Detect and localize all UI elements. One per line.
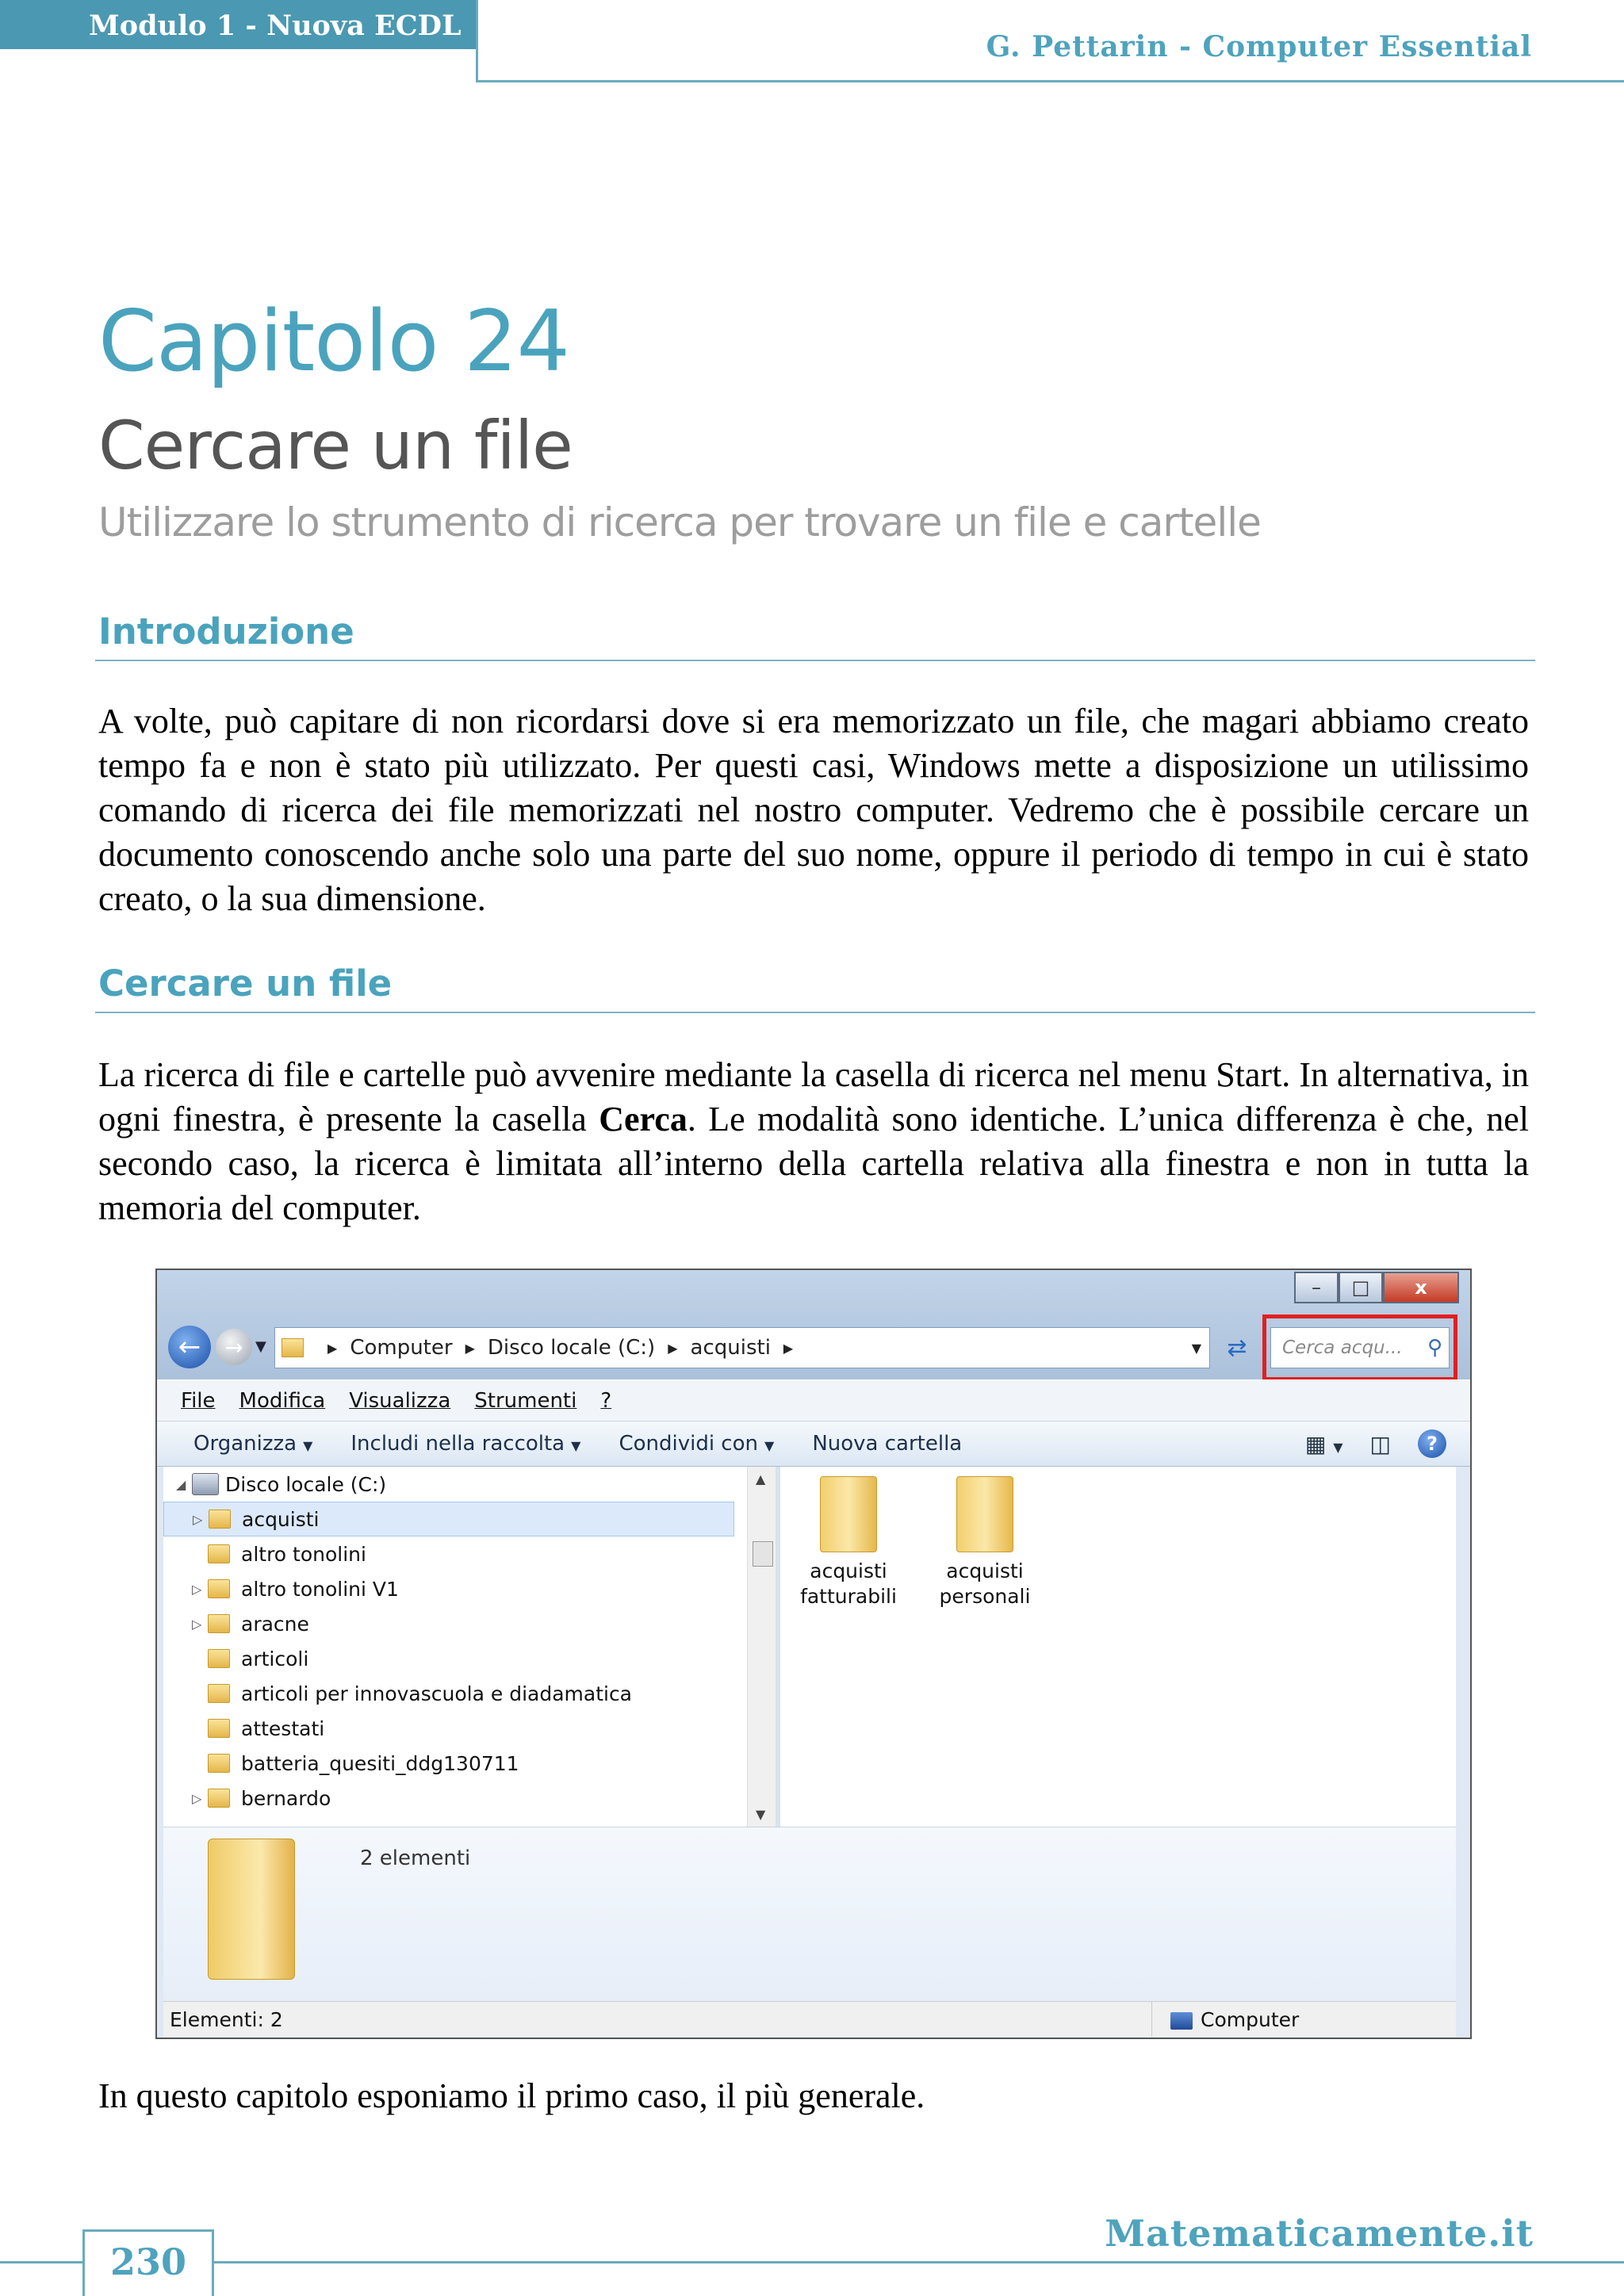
header-divider-horizontal xyxy=(476,80,1624,82)
view-controls xyxy=(1305,1422,1446,1466)
tree-item-articoli[interactable] xyxy=(163,1641,734,1676)
status-location xyxy=(1170,2008,1299,2031)
folder-icon xyxy=(282,1338,304,1357)
folder-item-label xyxy=(769,1559,928,1609)
folder-icon xyxy=(208,1789,230,1808)
footer-divider xyxy=(0,2261,1624,2263)
menu-bar xyxy=(157,1380,1470,1422)
menu-file[interactable]: File xyxy=(181,1389,216,1413)
computer-icon xyxy=(1170,2012,1193,2030)
chevron-down-icon[interactable]: ▼ xyxy=(1191,1340,1201,1356)
search-paragraph-text-2: . Le modalità sono identiche. L’unica differenza è che, nel secondo caso, la ricerca è limitata all’interno della cartella relativa alla finestra e non in tutta la memoria del computer. xyxy=(98,1100,1529,1227)
navigation-tree xyxy=(163,1467,747,1827)
folder-icon xyxy=(209,1510,231,1529)
condividi-button[interactable] xyxy=(619,1432,774,1456)
tree-item-attestati[interactable] xyxy=(163,1711,734,1746)
scroll-down-icon[interactable]: ▼ xyxy=(756,1807,766,1822)
header-author-title: G. Pettarin - Computer Essential xyxy=(986,30,1532,63)
search-highlight-box xyxy=(1262,1314,1457,1381)
drive-icon xyxy=(192,1473,219,1495)
expand-icon[interactable]: ▷ xyxy=(193,1511,203,1527)
folder-icon xyxy=(208,1839,295,1980)
maximize-button[interactable]: □ xyxy=(1339,1272,1383,1303)
tree-scrollbar[interactable] xyxy=(747,1467,776,1827)
tree-item-acquisti[interactable] xyxy=(163,1502,734,1536)
back-button[interactable] xyxy=(168,1326,211,1368)
tree-item-aracne[interactable] xyxy=(163,1606,734,1641)
expand-icon[interactable]: ▷ xyxy=(192,1581,202,1597)
menu-modifica[interactable]: Modifica xyxy=(239,1389,326,1413)
item-count: 2 elementi xyxy=(360,1846,471,1870)
tree-item-bernardo[interactable] xyxy=(163,1781,734,1816)
status-location-label: Computer xyxy=(1201,2008,1300,2031)
address-bar[interactable] xyxy=(274,1327,1210,1368)
details-pane xyxy=(163,1827,1456,2002)
status-divider xyxy=(1151,2002,1152,2037)
search-paragraph xyxy=(98,1053,1529,1230)
chapter-title: Cercare un file xyxy=(98,407,573,484)
header-module-tab: Modulo 1 - Nuova ECDL xyxy=(0,0,477,49)
forward-button[interactable] xyxy=(216,1329,252,1365)
closing-paragraph: In questo capitolo esponiamo il primo caso, il più generale. xyxy=(98,2076,925,2115)
organizza-button[interactable] xyxy=(193,1432,312,1456)
chevron-right-icon: ▶ xyxy=(668,1340,678,1356)
search-paragraph-bold: Cerca xyxy=(599,1100,688,1138)
menu-strumenti[interactable]: Strumenti xyxy=(474,1389,577,1413)
section-rule xyxy=(95,1012,1535,1013)
folder-item-label-line1: acquisti xyxy=(810,1559,887,1582)
footer-site: Matematicamente.it xyxy=(1105,2212,1534,2255)
content-pane xyxy=(780,1467,1456,1827)
folder-item-label-line2: personali xyxy=(939,1585,1031,1608)
recent-pages-dropdown[interactable]: ▼ xyxy=(255,1338,266,1355)
page-number: 230 xyxy=(109,2241,187,2283)
folder-icon xyxy=(208,1719,230,1738)
section-rule xyxy=(95,660,1535,661)
chevron-down-icon: ▼ xyxy=(303,1438,313,1453)
includi-raccolta-label: Includi nella raccolta xyxy=(350,1432,565,1456)
explorer-screenshot xyxy=(155,1269,1472,2039)
collapse-icon[interactable]: ◢ xyxy=(176,1476,186,1492)
folder-item-label xyxy=(906,1559,1064,1609)
change-view-icon[interactable]: ▦ ▼ xyxy=(1304,1430,1343,1457)
header-divider-vertical xyxy=(476,0,478,82)
folder-icon xyxy=(208,1649,230,1668)
tree-item-label: altro tonolini V1 xyxy=(241,1577,399,1601)
folder-icon xyxy=(208,1754,230,1773)
minimize-button[interactable]: – xyxy=(1294,1272,1339,1303)
tree-item-disco-locale[interactable] xyxy=(163,1467,734,1502)
chevron-down-icon: ▼ xyxy=(571,1438,581,1453)
help-icon[interactable]: ? xyxy=(1418,1429,1446,1458)
scroll-up-icon[interactable]: ▲ xyxy=(756,1471,766,1487)
breadcrumb-disco-locale[interactable]: Disco locale (C:) xyxy=(487,1336,656,1360)
command-bar xyxy=(157,1421,1470,1467)
intro-paragraph: A volte, può capitare di non ricordarsi dove si era memorizzato un file, che magari abbiamo creato tempo fa e non è stato più utilizzato. Per questi casi, Windows mette a disposizione un utilissimo comando di ricerca dei file memorizzati nel nostro computer. Vedremo che è possibile cercare un documento conoscendo anche solo una parte del suo nome, oppure il periodo di tempo in cui è stato creato, o la sua dimensione. xyxy=(98,702,1529,918)
section-heading-cercare: Cercare un file xyxy=(98,962,393,1004)
organizza-label: Organizza xyxy=(193,1432,297,1456)
menu-visualizza[interactable]: Visualizza xyxy=(349,1389,451,1413)
tree-item-altro-tonolini[interactable] xyxy=(163,1536,734,1571)
folder-icon xyxy=(208,1614,230,1633)
tree-item-label: aracne xyxy=(241,1612,309,1636)
chapter-number: Capitolo 24 xyxy=(98,293,569,390)
tree-item-label: batteria_quesiti_ddg130711 xyxy=(241,1751,519,1775)
search-icon: ⚲ xyxy=(1427,1336,1442,1360)
expand-icon[interactable]: ▷ xyxy=(192,1790,202,1806)
folder-item-label-line2: fatturabili xyxy=(800,1585,897,1608)
status-bar xyxy=(163,2001,1456,2037)
tree-item-articoli-innovascuola[interactable] xyxy=(163,1676,734,1711)
tree-item-altro-tonolini-v1[interactable] xyxy=(163,1571,734,1606)
breadcrumb-computer[interactable]: Computer xyxy=(350,1336,453,1360)
window-controls xyxy=(1294,1272,1459,1303)
condividi-label: Condividi con xyxy=(619,1432,758,1456)
folder-item-label-line1: acquisti xyxy=(946,1559,1024,1582)
tree-item-label: altro tonolini xyxy=(241,1542,366,1566)
chevron-right-icon: ▶ xyxy=(327,1340,338,1356)
tree-item-label: acquisti xyxy=(242,1507,320,1531)
menu-help[interactable]: ? xyxy=(600,1389,612,1413)
folder-icon xyxy=(820,1476,877,1552)
folder-icon xyxy=(208,1544,230,1563)
folder-icon xyxy=(956,1476,1013,1552)
section-heading-introduzione: Introduzione xyxy=(98,610,354,652)
chevron-right-icon: ▶ xyxy=(783,1340,794,1356)
tree-item-label: bernardo xyxy=(241,1786,331,1810)
tree-item-batteria-quesiti[interactable] xyxy=(163,1746,734,1781)
tree-item-label: articoli per innovascuola e diadamatica xyxy=(241,1682,633,1705)
arrow-left-icon: ← xyxy=(178,1331,201,1363)
status-items: Elementi: 2 xyxy=(170,2008,283,2031)
nuova-cartella-button[interactable]: Nuova cartella xyxy=(812,1432,963,1456)
breadcrumb-acquisti[interactable]: acquisti xyxy=(690,1336,771,1360)
folder-icon xyxy=(208,1579,230,1598)
search-paragraph-text-1: La ricerca di file e cartelle può avvenire mediante la casella di ricerca nel menu Start. In alternativa, in ogni finestra, è presente la casella xyxy=(98,1055,1529,1138)
arrow-right-icon: → xyxy=(224,1334,243,1360)
folder-icon xyxy=(208,1684,230,1703)
chevron-right-icon: ▶ xyxy=(465,1340,475,1356)
tree-item-label: articoli xyxy=(241,1647,309,1670)
expand-icon[interactable]: ▷ xyxy=(192,1616,202,1632)
search-placeholder: Cerca acqu... xyxy=(1282,1337,1403,1358)
includi-raccolta-button[interactable] xyxy=(350,1432,580,1456)
tree-item-label: Disco locale (C:) xyxy=(225,1472,387,1496)
chevron-down-icon: ▼ xyxy=(764,1438,775,1453)
preview-pane-icon[interactable]: ◫ xyxy=(1369,1430,1391,1457)
close-button[interactable]: x xyxy=(1383,1272,1459,1303)
refresh-icon: ⇄ xyxy=(1227,1334,1247,1362)
refresh-button[interactable] xyxy=(1220,1327,1254,1368)
tree-item-label: attestati xyxy=(241,1716,325,1740)
chapter-subtitle: Utilizzare lo strumento di ricerca per trovare un file e cartelle xyxy=(98,499,1261,545)
